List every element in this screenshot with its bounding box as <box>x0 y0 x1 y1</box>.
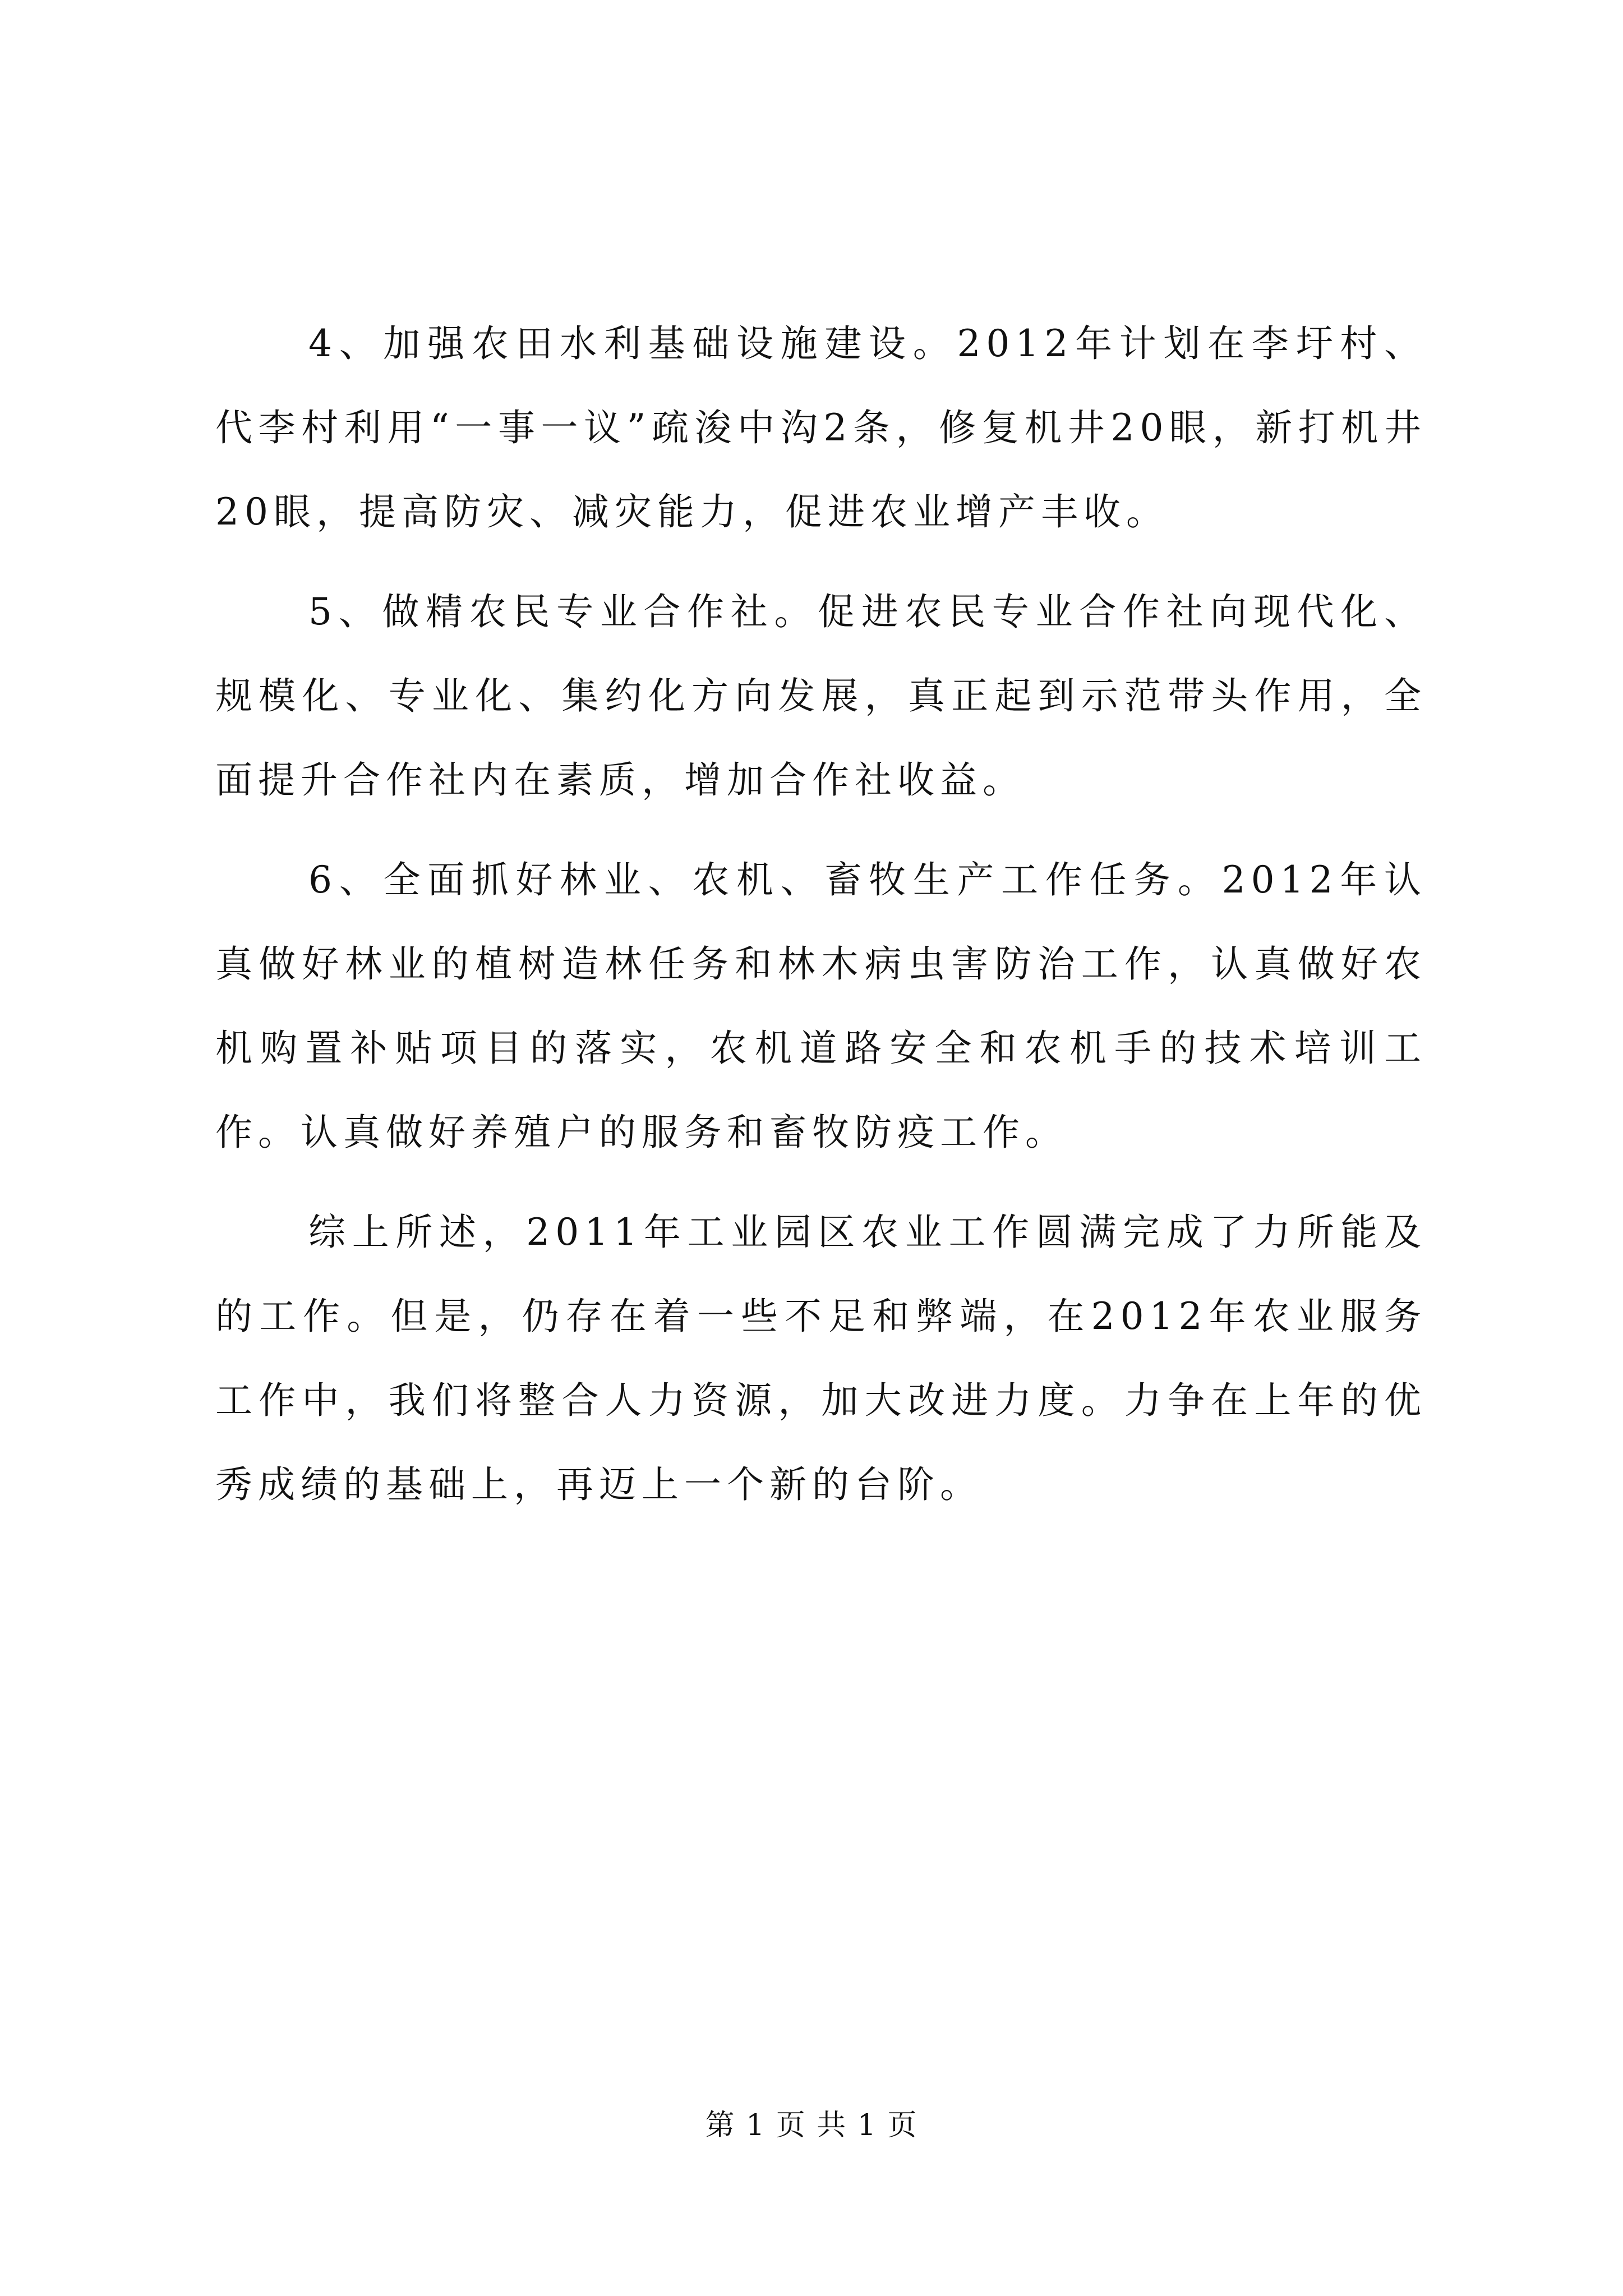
paragraph-irrigation: 4、加强农田水利基础设施建设。2012年计划在李圩村、代李村利用“一事一议”疏浚中沟2条，修复机井20眼，新打机井20眼，提高防灾、减灾能力，促进农业增产丰收。 <box>215 322 1427 533</box>
paragraph-cooperatives: 5、做精农民专业合作社。促进农民专业合作社向现代化、规模化、专业化、集约化方向发展，真正起到示范带头作用，全面提升合作社内在素质，增加合作社收益。 <box>215 590 1427 802</box>
page-footer: 第 1 页 共 1 页 <box>705 2109 918 2142</box>
document-body <box>215 302 1427 1543</box>
paragraph-forestry-machinery-livestock: 6、全面抓好林业、农机、畜牧生产工作任务。2012年认真做好林业的植树造林任务和林木病虫害防治工作，认真做好农机购置补贴项目的落实，农机道路安全和农机手的技术培训工作。认真做好养殖户的服务和畜牧防疫工作。 <box>215 858 1427 1154</box>
paragraph-summary: 综上所述，2011年工业园区农业工作圆满完成了力所能及的工作。但是，仍存在着一些不足和弊端，在2012年农业服务工作中，我们将整合人力资源，加大改进力度。力争在上年的优秀成绩的基础上，再迈上一个新的台阶。 <box>215 1211 1427 1506</box>
